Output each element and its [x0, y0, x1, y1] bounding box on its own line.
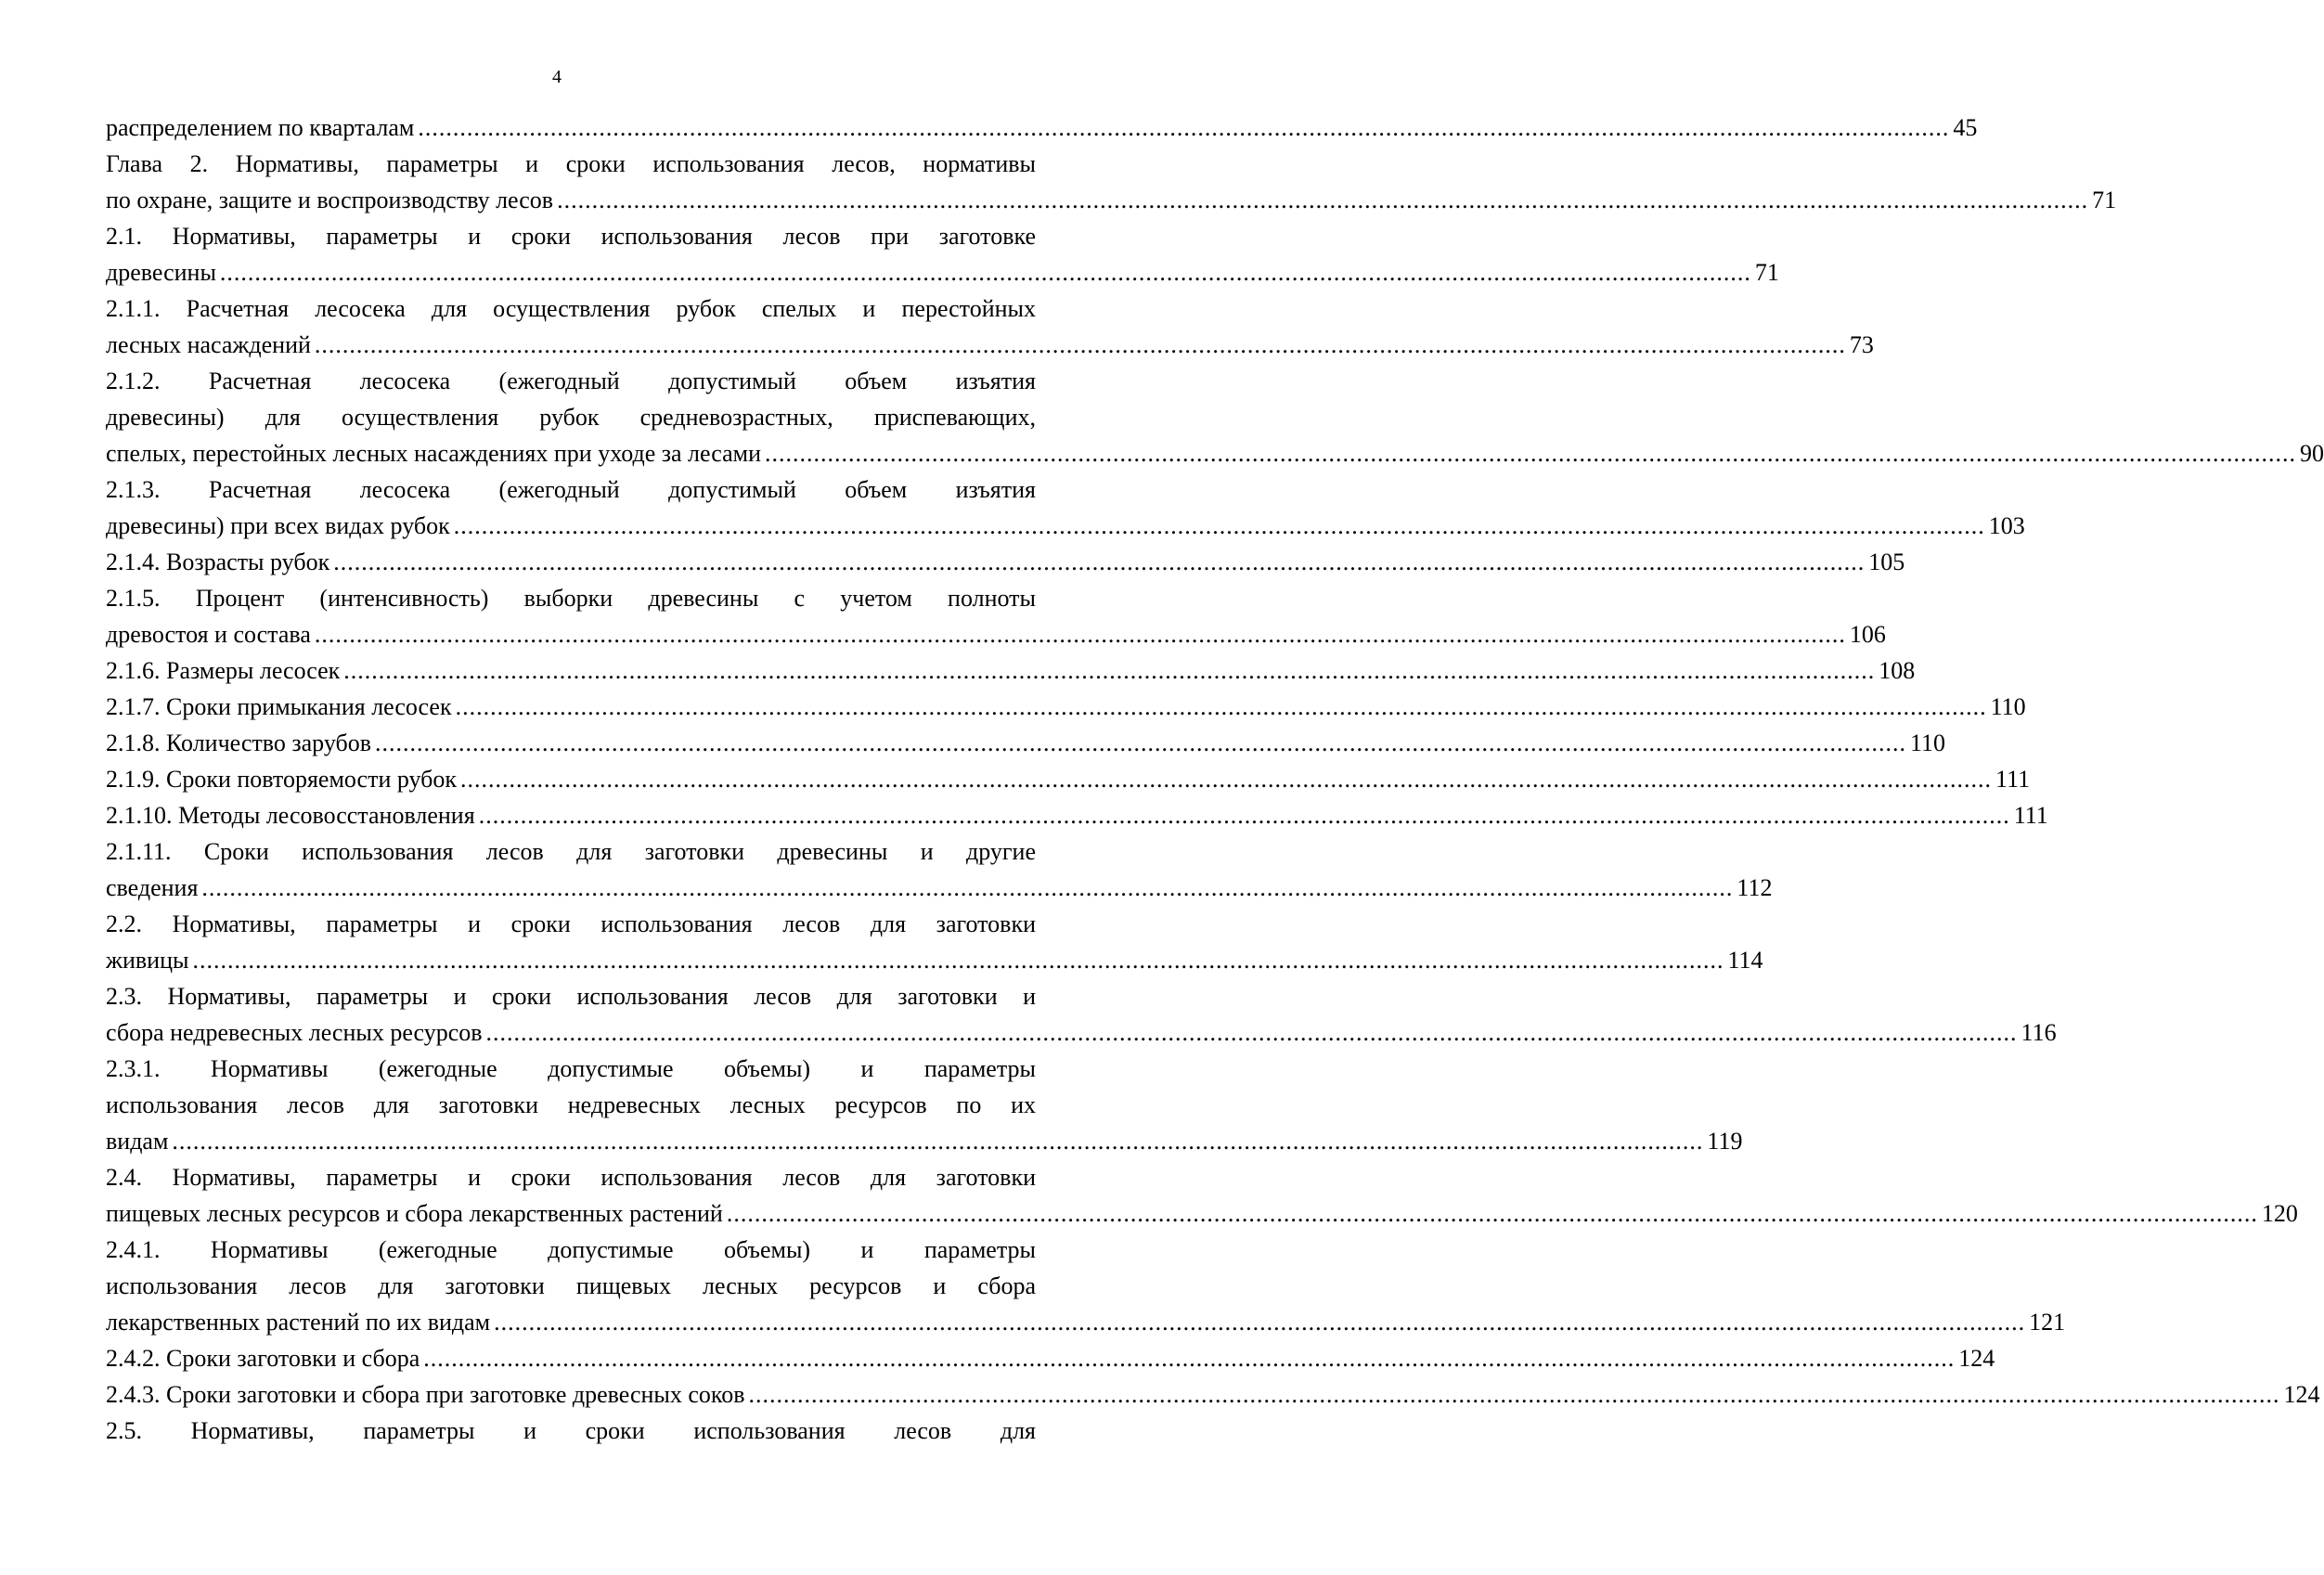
toc-entry-last-line [106, 942, 1763, 978]
toc-entry-last-line [106, 435, 2324, 471]
toc-entry-title: древесины) при всех видах рубок [106, 512, 450, 539]
toc-entry-title: распределением по кварталам [106, 114, 415, 141]
toc-entry-last-line [106, 870, 1773, 906]
toc-dot-leader: ............................................................................................................................................................................................................................ [201, 874, 1734, 901]
toc-entry-title: сбора недревесных лесных ресурсов [106, 1019, 483, 1046]
toc-entry-last-line [106, 1195, 2298, 1232]
toc-entry-title: сведения [106, 874, 199, 901]
toc-entry-line: 2.1.3. Расчетная лесосека (ежегодный допустимый объем изъятия [106, 476, 1036, 503]
toc-entry[interactable] [106, 1232, 2066, 1340]
toc-dot-leader: ............................................................................................................................................................................................................................ [478, 802, 2010, 829]
toc-entry-title: 2.1.7. Сроки примыкания лесосек [106, 693, 452, 720]
toc-entry-last-line [106, 110, 1978, 146]
toc-entry-line: использования лесов для заготовки пищевых лесных ресурсов и сбора [106, 1272, 1036, 1299]
toc-page-number: 124 [2283, 1381, 2320, 1408]
toc-entry-last-line [106, 327, 1874, 363]
toc-entry-title: 2.1.4. Возрасты рубок [106, 549, 330, 575]
toc-dot-leader: ............................................................................................................................................................................................................................ [172, 1128, 1704, 1155]
toc-entry-last-line [106, 1376, 2320, 1413]
toc-entry-title: древесины [106, 259, 216, 286]
toc-entry[interactable] [106, 1340, 1995, 1376]
toc-dot-leader: ............................................................................................................................................................................................................................ [375, 729, 1906, 756]
toc-entry[interactable] [106, 797, 2048, 833]
toc-dot-leader: ............................................................................................................................................................................................................................ [333, 549, 1866, 575]
toc-entry[interactable] [106, 652, 1916, 689]
toc-entry[interactable] [106, 833, 1773, 906]
toc-page-number: 106 [1849, 621, 1886, 648]
toc-page-number: 71 [1754, 259, 1779, 286]
toc-entry-line: Глава 2. Нормативы, параметры и сроки использования лесов, нормативы [106, 150, 1036, 177]
toc-dot-leader: ............................................................................................................................................................................................................................ [423, 1345, 1956, 1372]
toc-entry-title: лесных насаждений [106, 331, 311, 358]
toc-page-number: 120 [2261, 1200, 2298, 1227]
toc-entry-last-line [106, 254, 1779, 290]
toc-dot-leader: ............................................................................................................................................................................................................................ [343, 657, 1876, 684]
toc-entry-line: 2.3. Нормативы, параметры и сроки использования лесов для заготовки и [106, 983, 1036, 1010]
toc-entry[interactable] [106, 1159, 2298, 1232]
toc-dot-leader: ............................................................................................................................................................................................................................ [557, 187, 2089, 213]
toc-entry-title: пищевых лесных ресурсов и сбора лекарственных растений [106, 1200, 723, 1227]
toc-entry-last-line [106, 1304, 2066, 1340]
toc-entry[interactable] [106, 906, 1763, 978]
toc-entry-last-line [106, 1123, 1743, 1159]
toc-entry-line: древесины) для осуществления рубок средневозрастных, приспевающих, [106, 404, 1036, 431]
toc-entry[interactable] [106, 725, 1946, 761]
toc-entry-last-line [106, 761, 2031, 797]
toc-entry[interactable] [106, 471, 2025, 544]
toc-entry[interactable] [106, 110, 1978, 146]
toc-entry[interactable] [106, 363, 2324, 471]
toc-dot-leader: ............................................................................................................................................................................................................................ [314, 331, 1846, 358]
toc-entry-line: использования лесов для заготовки недревесных лесных ресурсов по их [106, 1091, 1036, 1118]
toc-entry-title: по охране, защите и воспроизводству лесов [106, 187, 554, 213]
toc-page-number: 110 [1910, 729, 1946, 756]
toc-entry[interactable] [106, 290, 1874, 363]
toc-page-number: 45 [1953, 114, 1978, 141]
toc-page-number: 119 [1707, 1128, 1743, 1155]
toc-entry[interactable] [106, 1376, 2320, 1413]
toc-dot-leader: ............................................................................................................................................................................................................................ [455, 693, 1987, 720]
toc-entry-title: 2.1.6. Размеры лесосек [106, 657, 341, 684]
toc-entry-last-line [106, 182, 2117, 218]
table-of-contents [106, 110, 2324, 1449]
toc-trailing-line: 2.5. Нормативы, параметры и сроки использования лесов для [106, 1417, 1036, 1444]
toc-entry-line: 2.1.5. Процент (интенсивность) выборки древесины с учетом полноты [106, 585, 1036, 612]
toc-entry-last-line [106, 689, 2026, 725]
toc-entry-title: спелых, перестойных лесных насаждениях при уходе за лесами [106, 440, 761, 467]
page-number: 4 [552, 67, 562, 87]
toc-entry-line: 2.4.1. Нормативы (ежегодные допустимые объемы) и параметры [106, 1236, 1036, 1263]
toc-entry-title: 2.1.9. Сроки повторяемости рубок [106, 766, 458, 793]
toc-entry-last-line [106, 616, 1886, 652]
toc-page-number: 111 [2013, 802, 2048, 829]
toc-entry-line: 2.1.11. Сроки использования лесов для заготовки древесины и другие [106, 838, 1036, 865]
toc-entry-line: 2.4. Нормативы, параметры и сроки использования лесов для заготовки [106, 1164, 1036, 1191]
toc-entry-line: 2.2. Нормативы, параметры и сроки использования лесов для заготовки [106, 910, 1036, 937]
toc-entry[interactable] [106, 978, 2057, 1051]
toc-entry-last-line [106, 797, 2048, 833]
toc-page-number: 110 [1990, 693, 2026, 720]
toc-entry-line: 2.1. Нормативы, параметры и сроки использования лесов при заготовке [106, 223, 1036, 250]
toc-entry-title: древостоя и состава [106, 621, 311, 648]
toc-page-number: 103 [1988, 512, 2025, 539]
toc-dot-leader: ............................................................................................................................................................................................................................ [219, 259, 1751, 286]
toc-page-number: 121 [2029, 1309, 2066, 1336]
toc-page-number: 124 [1958, 1345, 1995, 1372]
toc-entry-line: 2.3.1. Нормативы (ежегодные допустимые объемы) и параметры [106, 1055, 1036, 1082]
toc-entry-last-line [106, 725, 1946, 761]
toc-page-number: 90 [2300, 440, 2324, 467]
toc-entry-title: лекарственных растений по их видам [106, 1309, 491, 1336]
toc-entry-line: 2.1.1. Расчетная лесосека для осуществления рубок спелых и перестойных [106, 295, 1036, 322]
toc-entry-title: видам [106, 1128, 169, 1155]
toc-entry[interactable] [106, 689, 2026, 725]
toc-dot-leader: ............................................................................................................................................................................................................................ [460, 766, 1993, 793]
toc-entry[interactable] [106, 580, 1886, 652]
toc-page-number: 116 [2021, 1019, 2057, 1046]
toc-page-number: 112 [1737, 874, 1773, 901]
toc-entry[interactable] [106, 1051, 1743, 1159]
toc-entry-title: 2.1.10. Методы лесовосстановления [106, 802, 475, 829]
toc-page-number: 114 [1727, 947, 1763, 974]
toc-entry[interactable] [106, 544, 1905, 580]
toc-page-number: 105 [1868, 549, 1905, 575]
toc-dot-leader: ............................................................................................................................................................................................................................ [453, 512, 1985, 539]
toc-page-number: 108 [1879, 657, 1916, 684]
toc-entry-last-line [106, 652, 1916, 689]
toc-entry-title: 2.1.8. Количество зарубов [106, 729, 371, 756]
toc-entry-line: 2.1.2. Расчетная лесосека (ежегодный допустимый объем изъятия [106, 368, 1036, 394]
toc-entry-title: 2.4.2. Сроки заготовки и сбора [106, 1345, 420, 1372]
toc-entry[interactable] [106, 146, 2117, 218]
toc-dot-leader: ............................................................................................................................................................................................................................ [726, 1200, 2258, 1227]
toc-entry-last-line [106, 508, 2025, 544]
toc-entry[interactable] [106, 761, 2031, 797]
toc-dot-leader: ............................................................................................................................................................................................................................ [765, 440, 2296, 467]
toc-dot-leader: ............................................................................................................................................................................................................................ [494, 1309, 2026, 1336]
toc-dot-leader: ............................................................................................................................................................................................................................ [314, 621, 1846, 648]
toc-dot-leader: ............................................................................................................................................................................................................................ [748, 1381, 2280, 1408]
toc-entry[interactable] [106, 218, 1779, 290]
toc-entry-last-line [106, 1014, 2057, 1051]
toc-page-number: 73 [1849, 331, 1874, 358]
toc-page-number: 111 [1995, 766, 2031, 793]
toc-page-number: 71 [2092, 187, 2117, 213]
toc-dot-leader: ............................................................................................................................................................................................................................ [485, 1019, 2018, 1046]
toc-entry-title: живицы [106, 947, 189, 974]
toc-entry-last-line [106, 544, 1905, 580]
toc-dot-leader: ............................................................................................................................................................................................................................ [418, 114, 1950, 141]
toc-entry-title: 2.4.3. Сроки заготовки и сбора при заготовке древесных соков [106, 1381, 745, 1408]
toc-dot-leader: ............................................................................................................................................................................................................................ [192, 947, 1724, 974]
toc-entry-last-line [106, 1340, 1995, 1376]
